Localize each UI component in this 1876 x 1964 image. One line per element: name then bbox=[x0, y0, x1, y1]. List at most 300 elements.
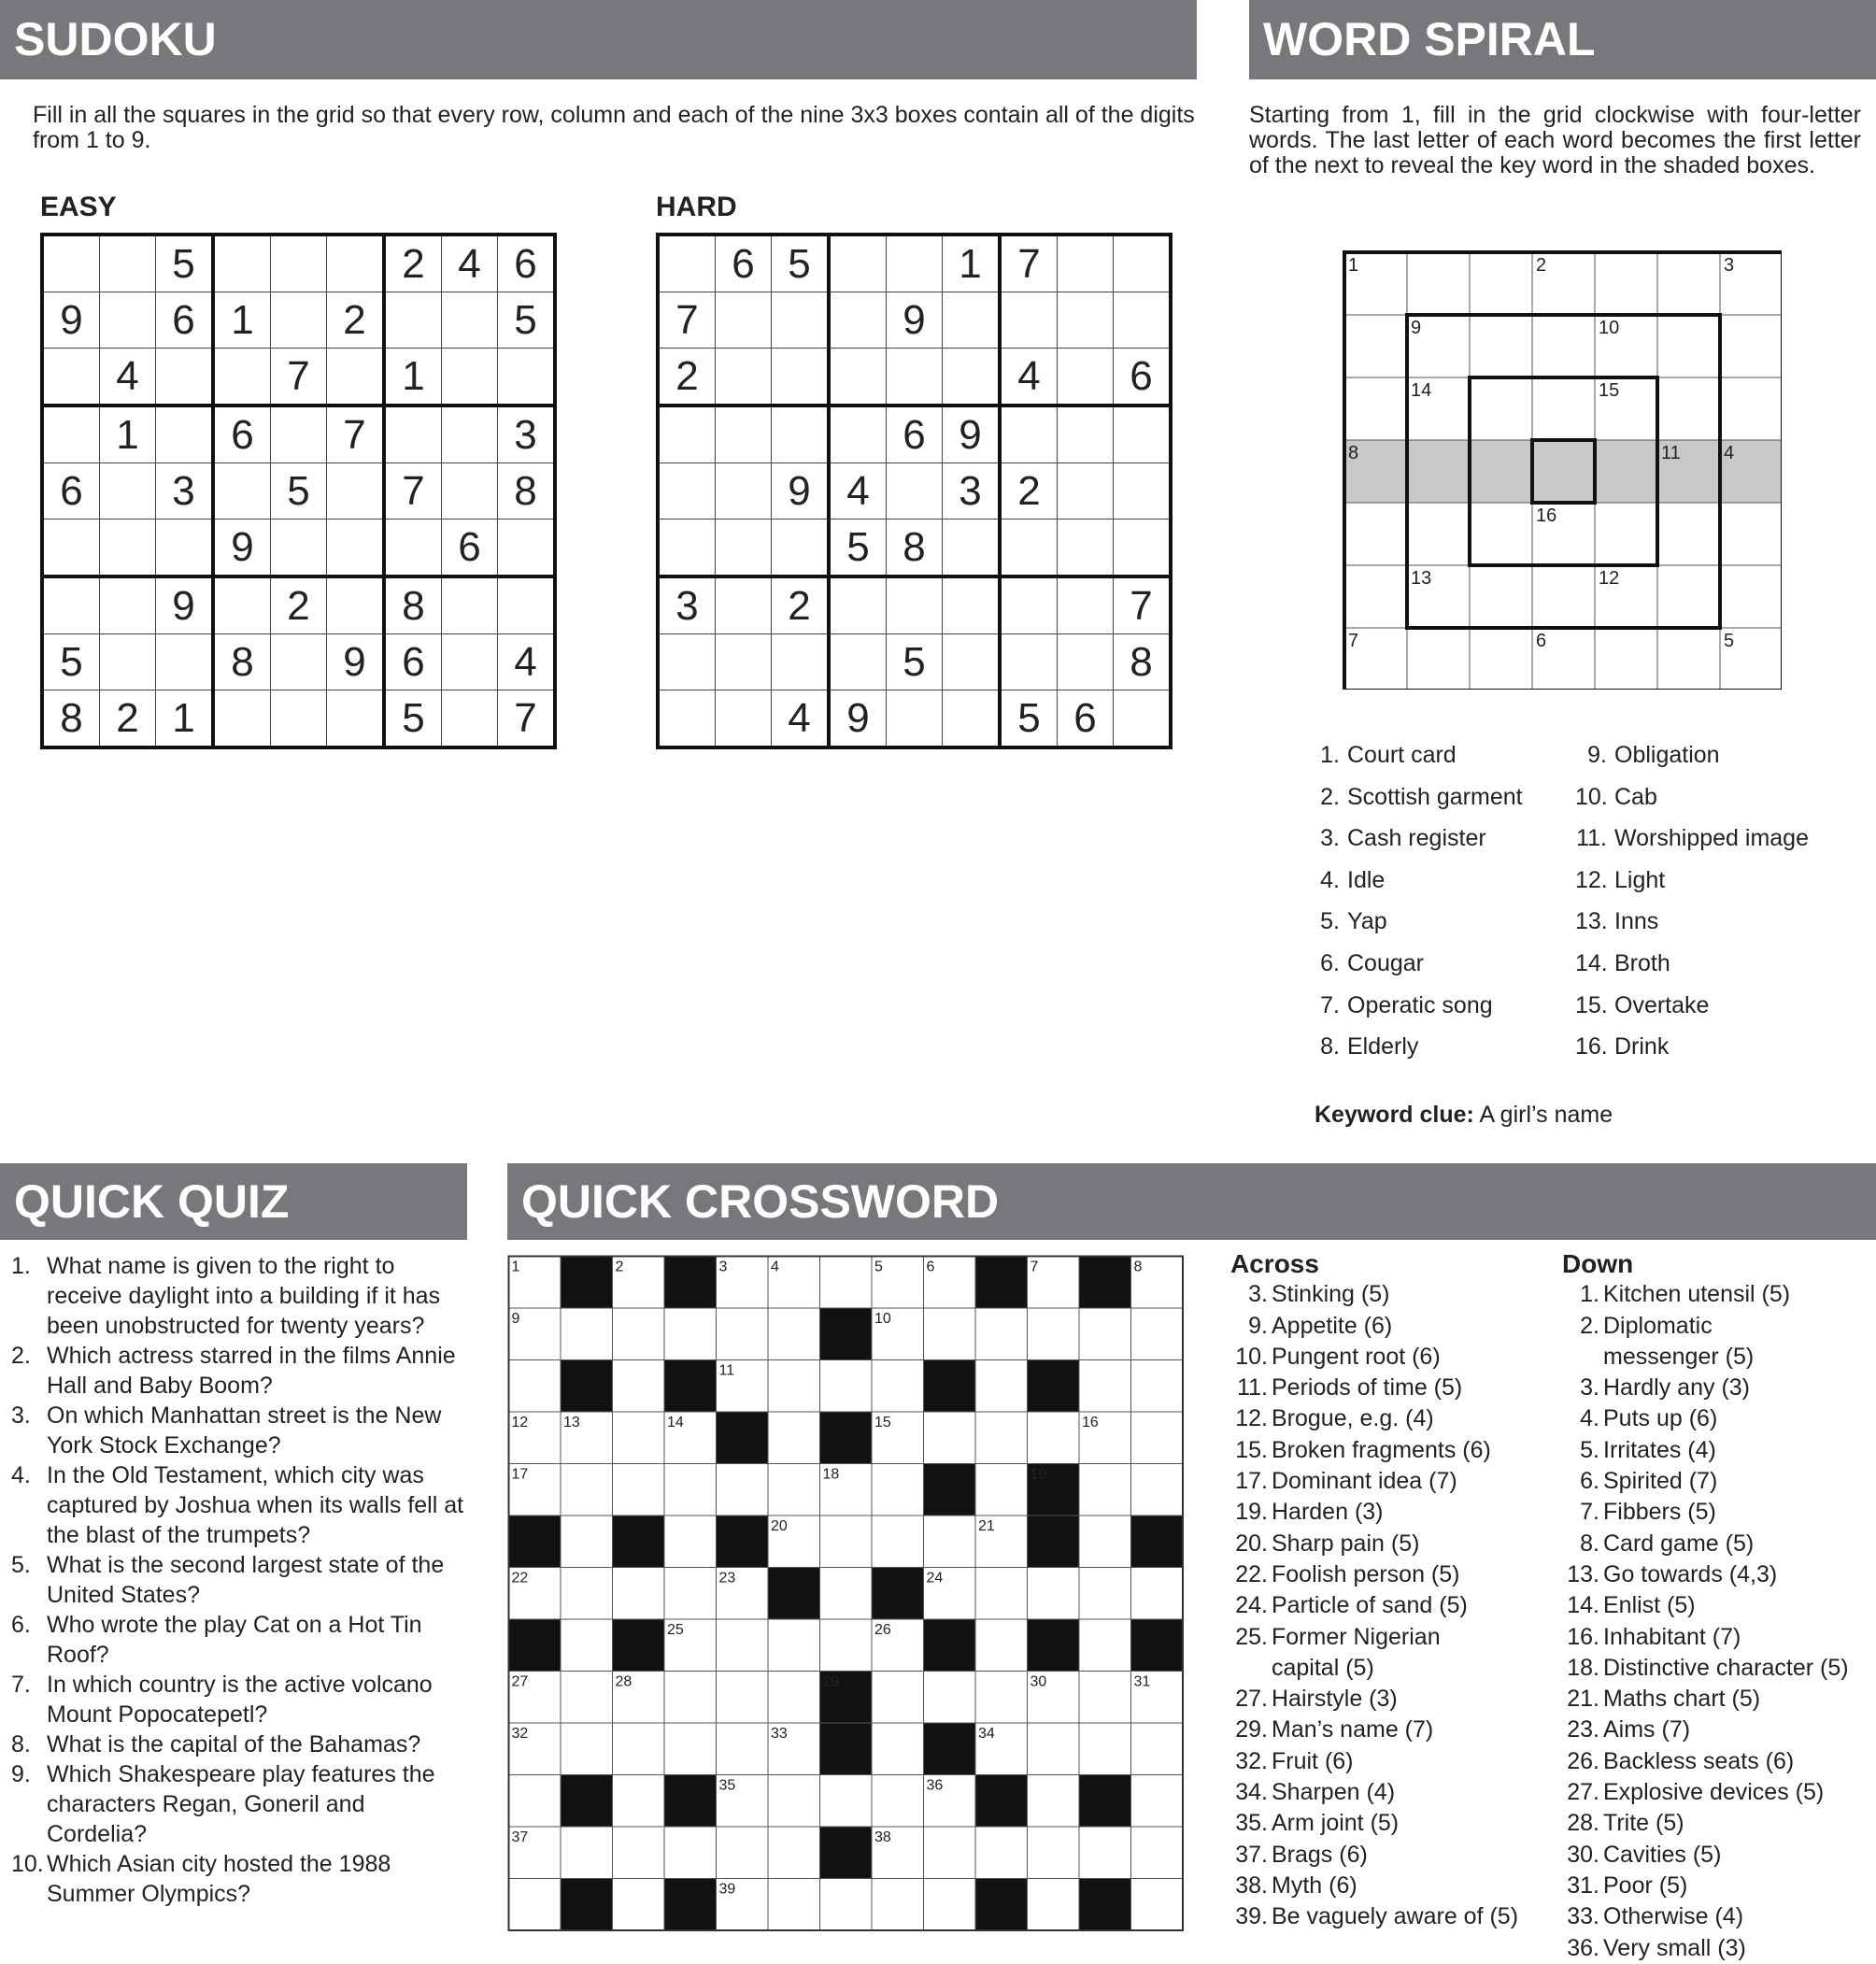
crossword-cell[interactable] bbox=[1079, 1308, 1131, 1360]
crossword-cell[interactable] bbox=[664, 1568, 717, 1620]
sudoku-cell[interactable] bbox=[887, 463, 943, 519]
sudoku-cell[interactable]: 7 bbox=[658, 292, 716, 349]
sudoku-cell[interactable] bbox=[498, 519, 556, 577]
sudoku-cell[interactable] bbox=[1114, 690, 1172, 748]
sudoku-cell[interactable] bbox=[943, 292, 1001, 349]
crossword-cell[interactable] bbox=[820, 1879, 873, 1931]
sudoku-cell[interactable] bbox=[100, 463, 156, 519]
crossword-cell[interactable] bbox=[1131, 1879, 1184, 1931]
crossword-cell[interactable] bbox=[1079, 1619, 1131, 1672]
crossword-cell[interactable] bbox=[768, 1775, 820, 1828]
sudoku-cell[interactable]: 2 bbox=[1000, 463, 1058, 519]
sudoku-cell[interactable] bbox=[327, 349, 385, 406]
sudoku-cell[interactable] bbox=[943, 690, 1001, 748]
crossword-cell[interactable] bbox=[872, 1723, 924, 1775]
crossword-clue-number: 35. bbox=[1235, 1810, 1268, 1837]
crossword-cell[interactable] bbox=[1079, 1516, 1131, 1568]
sudoku-cell[interactable] bbox=[327, 463, 385, 519]
sudoku-cell[interactable]: 6 bbox=[498, 235, 556, 292]
crossword-cell[interactable] bbox=[717, 1619, 769, 1672]
sudoku-cell[interactable] bbox=[943, 519, 1001, 577]
sudoku-cell[interactable]: 5 bbox=[772, 235, 830, 292]
sudoku-cell[interactable] bbox=[1114, 292, 1172, 349]
crossword-cell[interactable] bbox=[613, 1412, 665, 1464]
sudoku-cell[interactable] bbox=[1114, 463, 1172, 519]
crossword-cell[interactable] bbox=[1131, 1723, 1184, 1775]
sudoku-cell[interactable] bbox=[1058, 576, 1114, 634]
crossword-cell[interactable] bbox=[717, 1827, 769, 1879]
sudoku-cell[interactable]: 5 bbox=[829, 519, 887, 577]
sudoku-cell[interactable] bbox=[100, 292, 156, 349]
sudoku-cell[interactable] bbox=[213, 576, 271, 634]
sudoku-cell[interactable] bbox=[156, 519, 214, 577]
across-heading: Across bbox=[1230, 1249, 1319, 1278]
hard-sudoku-grid[interactable] bbox=[656, 233, 1172, 749]
sudoku-cell[interactable]: 7 bbox=[327, 406, 385, 463]
spiral-clue-number: 4. bbox=[1320, 866, 1340, 893]
sudoku-cell[interactable] bbox=[1000, 634, 1058, 690]
sudoku-cell[interactable]: 6 bbox=[1114, 349, 1172, 406]
crossword-cell[interactable] bbox=[509, 1775, 561, 1828]
sudoku-cell[interactable] bbox=[716, 690, 772, 748]
spiral-clue-text: Idle bbox=[1347, 866, 1386, 893]
crossword-cell[interactable] bbox=[820, 1257, 873, 1309]
sudoku-cell[interactable] bbox=[213, 235, 271, 292]
crossword-cell[interactable] bbox=[1131, 1568, 1184, 1620]
crossword-clue bbox=[1230, 1497, 1518, 1528]
sudoku-cell[interactable] bbox=[887, 690, 943, 748]
crossword-cell[interactable] bbox=[613, 1464, 665, 1516]
crossword-cell[interactable] bbox=[975, 1412, 1028, 1464]
crossword-cell[interactable] bbox=[664, 1516, 717, 1568]
crossword-cell-number: 12 bbox=[511, 1415, 529, 1430]
crossword-cell[interactable] bbox=[768, 1360, 820, 1413]
crossword-grid[interactable] bbox=[507, 1255, 1184, 1931]
sudoku-cell[interactable]: 6 bbox=[887, 406, 943, 463]
crossword-cell[interactable] bbox=[872, 1464, 924, 1516]
sudoku-cell[interactable] bbox=[772, 519, 830, 577]
crossword-cell[interactable] bbox=[872, 1516, 924, 1568]
crossword-black-square bbox=[924, 1619, 976, 1672]
sudoku-cell[interactable] bbox=[716, 519, 772, 577]
sudoku-cell[interactable]: 5 bbox=[271, 463, 327, 519]
crossword-cell[interactable] bbox=[1079, 1827, 1131, 1879]
sudoku-cell[interactable] bbox=[100, 519, 156, 577]
sudoku-cell[interactable] bbox=[498, 576, 556, 634]
crossword-cell[interactable] bbox=[1131, 1775, 1184, 1828]
sudoku-cell[interactable]: 9 bbox=[772, 463, 830, 519]
crossword-cell[interactable] bbox=[872, 1879, 924, 1931]
crossword-cell[interactable] bbox=[820, 1568, 873, 1620]
easy-sudoku-grid[interactable] bbox=[40, 233, 557, 749]
sudoku-cell[interactable] bbox=[213, 463, 271, 519]
sudoku-cell[interactable] bbox=[327, 690, 385, 748]
sudoku-cell[interactable]: 1 bbox=[156, 690, 214, 748]
crossword-cell[interactable] bbox=[975, 1360, 1028, 1413]
sudoku-cell[interactable] bbox=[1000, 406, 1058, 463]
sudoku-row bbox=[658, 235, 1171, 292]
sudoku-cell[interactable]: 6 bbox=[442, 519, 498, 577]
sudoku-cell[interactable] bbox=[442, 406, 498, 463]
sudoku-cell[interactable] bbox=[772, 292, 830, 349]
sudoku-cell[interactable]: 8 bbox=[213, 634, 271, 690]
sudoku-cell[interactable] bbox=[271, 406, 327, 463]
crossword-cell[interactable] bbox=[820, 1360, 873, 1413]
sudoku-cell[interactable] bbox=[943, 349, 1001, 406]
sudoku-cell[interactable] bbox=[100, 576, 156, 634]
sudoku-cell[interactable]: 9 bbox=[829, 690, 887, 748]
sudoku-cell[interactable]: 8 bbox=[42, 690, 100, 748]
crossword-cell[interactable] bbox=[975, 1672, 1028, 1724]
sudoku-row bbox=[42, 349, 555, 406]
crossword-cell[interactable] bbox=[561, 1827, 613, 1879]
sudoku-cell[interactable] bbox=[1058, 634, 1114, 690]
sudoku-cell[interactable] bbox=[442, 690, 498, 748]
sudoku-cell[interactable]: 4 bbox=[442, 235, 498, 292]
sudoku-cell[interactable] bbox=[1058, 463, 1114, 519]
sudoku-cell[interactable]: 1 bbox=[384, 349, 442, 406]
sudoku-cell[interactable] bbox=[42, 235, 100, 292]
crossword-cell[interactable] bbox=[820, 1619, 873, 1672]
sudoku-cell[interactable] bbox=[42, 576, 100, 634]
sudoku-cell[interactable] bbox=[384, 292, 442, 349]
sudoku-cell[interactable] bbox=[829, 406, 887, 463]
crossword-cell[interactable] bbox=[768, 1464, 820, 1516]
sudoku-cell[interactable]: 9 bbox=[887, 292, 943, 349]
sudoku-cell[interactable] bbox=[42, 406, 100, 463]
sudoku-cell[interactable]: 6 bbox=[384, 634, 442, 690]
crossword-cell[interactable] bbox=[664, 1308, 717, 1360]
spiral-clue-number: 12. bbox=[1575, 866, 1608, 893]
spiral-clue-number: 15. bbox=[1575, 991, 1608, 1018]
sudoku-cell[interactable] bbox=[271, 292, 327, 349]
sudoku-cell[interactable]: 3 bbox=[156, 463, 214, 519]
sudoku-cell[interactable] bbox=[943, 634, 1001, 690]
crossword-cell[interactable] bbox=[664, 1464, 717, 1516]
sudoku-cell[interactable] bbox=[943, 576, 1001, 634]
sudoku-cell[interactable] bbox=[658, 690, 716, 748]
sudoku-cell[interactable]: 1 bbox=[213, 292, 271, 349]
sudoku-cell[interactable]: 2 bbox=[384, 235, 442, 292]
sudoku-cell[interactable]: 5 bbox=[887, 634, 943, 690]
crossword-cell-number: 17 bbox=[511, 1466, 529, 1483]
crossword-clue-number: 25. bbox=[1235, 1623, 1268, 1650]
crossword-cell-number: 9 bbox=[511, 1311, 520, 1327]
crossword-cell[interactable] bbox=[820, 1775, 873, 1828]
crossword-cell[interactable] bbox=[1079, 1464, 1131, 1516]
sudoku-cell[interactable] bbox=[442, 576, 498, 634]
sudoku-cell[interactable] bbox=[327, 519, 385, 577]
sudoku-cell[interactable] bbox=[156, 634, 214, 690]
sudoku-cell[interactable] bbox=[772, 634, 830, 690]
crossword-cell[interactable] bbox=[924, 1672, 976, 1724]
crossword-cell[interactable] bbox=[717, 1308, 769, 1360]
sudoku-cell[interactable] bbox=[658, 634, 716, 690]
crossword-cell[interactable] bbox=[924, 1308, 976, 1360]
sudoku-cell[interactable]: 5 bbox=[384, 690, 442, 748]
sudoku-cell[interactable]: 4 bbox=[829, 463, 887, 519]
sudoku-cell[interactable] bbox=[42, 349, 100, 406]
word-spiral-grid[interactable] bbox=[1343, 250, 1782, 690]
sudoku-cell[interactable]: 1 bbox=[100, 406, 156, 463]
crossword-cell[interactable] bbox=[1079, 1672, 1131, 1724]
crossword-cell[interactable] bbox=[561, 1308, 613, 1360]
crossword-cell[interactable] bbox=[1131, 1464, 1184, 1516]
crossword-cell[interactable] bbox=[717, 1464, 769, 1516]
sudoku-cell[interactable]: 4 bbox=[100, 349, 156, 406]
crossword-cell[interactable] bbox=[717, 1723, 769, 1775]
sudoku-row bbox=[42, 576, 555, 634]
crossword-clue bbox=[1562, 1590, 1849, 1621]
crossword-cell[interactable] bbox=[561, 1464, 613, 1516]
sudoku-cell[interactable]: 9 bbox=[943, 406, 1001, 463]
crossword-clue-text: Be vaguely aware of (5) bbox=[1272, 1903, 1519, 1930]
crossword-cell[interactable] bbox=[820, 1516, 873, 1568]
sudoku-cell[interactable]: 5 bbox=[42, 634, 100, 690]
sudoku-cell[interactable]: 8 bbox=[498, 463, 556, 519]
sudoku-cell[interactable]: 9 bbox=[156, 576, 214, 634]
crossword-cell[interactable] bbox=[613, 1360, 665, 1413]
crossword-cell[interactable] bbox=[1079, 1360, 1131, 1413]
crossword-black-square bbox=[664, 1879, 717, 1931]
crossword-clue-text: Puts up (6) bbox=[1603, 1405, 1718, 1432]
crossword-cell[interactable] bbox=[872, 1775, 924, 1828]
sudoku-cell[interactable] bbox=[887, 349, 943, 406]
sudoku-cell[interactable] bbox=[42, 519, 100, 577]
sudoku-cell[interactable]: 8 bbox=[887, 519, 943, 577]
sudoku-cell[interactable] bbox=[829, 634, 887, 690]
sudoku-cell[interactable]: 8 bbox=[384, 576, 442, 634]
sudoku-cell[interactable]: 1 bbox=[943, 235, 1001, 292]
sudoku-cell[interactable]: 4 bbox=[1000, 349, 1058, 406]
sudoku-cell[interactable] bbox=[829, 349, 887, 406]
sudoku-cell[interactable] bbox=[1000, 519, 1058, 577]
crossword-cell[interactable] bbox=[613, 1775, 665, 1828]
sudoku-cell[interactable]: 4 bbox=[498, 634, 556, 690]
sudoku-cell[interactable]: 6 bbox=[1058, 690, 1114, 748]
spiral-clue bbox=[1575, 909, 1658, 934]
sudoku-cell[interactable]: 8 bbox=[1114, 634, 1172, 690]
sudoku-cell[interactable] bbox=[1114, 519, 1172, 577]
crossword-cell[interactable] bbox=[1028, 1723, 1080, 1775]
sudoku-cell[interactable]: 9 bbox=[42, 292, 100, 349]
spiral-clue-number: 16. bbox=[1575, 1033, 1608, 1060]
crossword-cell[interactable] bbox=[975, 1568, 1028, 1620]
crossword-cell-number: 6 bbox=[926, 1259, 935, 1275]
sudoku-cell[interactable]: 7 bbox=[1000, 235, 1058, 292]
sudoku-cell[interactable] bbox=[658, 406, 716, 463]
crossword-clue bbox=[1562, 1653, 1849, 1684]
crossword-cell[interactable] bbox=[509, 1360, 561, 1413]
sudoku-cell[interactable] bbox=[1058, 349, 1114, 406]
sudoku-cell[interactable] bbox=[271, 690, 327, 748]
crossword-cell[interactable] bbox=[561, 1516, 613, 1568]
sudoku-cell[interactable] bbox=[772, 406, 830, 463]
crossword-cell[interactable] bbox=[613, 1879, 665, 1931]
sudoku-cell[interactable] bbox=[829, 235, 887, 292]
sudoku-cell[interactable] bbox=[271, 634, 327, 690]
sudoku-cell[interactable] bbox=[498, 349, 556, 406]
crossword-cell-number: 30 bbox=[1030, 1673, 1047, 1690]
sudoku-row bbox=[658, 519, 1171, 577]
sudoku-cell[interactable]: 2 bbox=[327, 292, 385, 349]
crossword-cell[interactable] bbox=[509, 1879, 561, 1931]
crossword-clue bbox=[1562, 1466, 1849, 1497]
crossword-cell[interactable] bbox=[1131, 1360, 1184, 1413]
sudoku-cell[interactable] bbox=[1058, 235, 1114, 292]
crossword-clue-text: Brogue, e.g. (4) bbox=[1272, 1405, 1434, 1432]
crossword-cell[interactable] bbox=[561, 1723, 613, 1775]
sudoku-cell[interactable] bbox=[1114, 406, 1172, 463]
crossword-cell[interactable] bbox=[664, 1827, 717, 1879]
sudoku-cell[interactable]: 2 bbox=[271, 576, 327, 634]
sudoku-cell[interactable] bbox=[1058, 292, 1114, 349]
crossword-cell[interactable] bbox=[924, 1827, 976, 1879]
sudoku-cell[interactable] bbox=[442, 634, 498, 690]
quiz-question-text: In which country is the active volcano Mount Popocatepetl? bbox=[47, 1672, 433, 1728]
crossword-cell[interactable] bbox=[924, 1516, 976, 1568]
sudoku-cell[interactable]: 2 bbox=[772, 576, 830, 634]
sudoku-cell[interactable] bbox=[716, 634, 772, 690]
sudoku-cell[interactable] bbox=[213, 349, 271, 406]
sudoku-cell[interactable] bbox=[156, 406, 214, 463]
sudoku-cell[interactable]: 5 bbox=[498, 292, 556, 349]
sudoku-cell[interactable]: 3 bbox=[658, 576, 716, 634]
sudoku-cell[interactable]: 4 bbox=[772, 690, 830, 748]
sudoku-cell[interactable] bbox=[442, 292, 498, 349]
crossword-cell[interactable] bbox=[872, 1672, 924, 1724]
crossword-cell[interactable] bbox=[768, 1412, 820, 1464]
sudoku-cell[interactable]: 7 bbox=[271, 349, 327, 406]
crossword-cell[interactable] bbox=[975, 1308, 1028, 1360]
sudoku-cell[interactable]: 9 bbox=[213, 519, 271, 577]
sudoku-cell[interactable] bbox=[1114, 235, 1172, 292]
sudoku-cell[interactable] bbox=[213, 690, 271, 748]
sudoku-cell[interactable] bbox=[658, 235, 716, 292]
crossword-cell[interactable] bbox=[1028, 1827, 1080, 1879]
sudoku-cell[interactable]: 9 bbox=[327, 634, 385, 690]
sudoku-cell[interactable]: 6 bbox=[716, 235, 772, 292]
sudoku-cell[interactable] bbox=[384, 406, 442, 463]
sudoku-cell[interactable] bbox=[442, 349, 498, 406]
crossword-clue bbox=[1230, 1808, 1518, 1839]
crossword-cell[interactable] bbox=[613, 1308, 665, 1360]
crossword-cell[interactable] bbox=[768, 1308, 820, 1360]
sudoku-cell[interactable] bbox=[1000, 292, 1058, 349]
crossword-cell[interactable] bbox=[1079, 1723, 1131, 1775]
sudoku-cell[interactable] bbox=[384, 519, 442, 577]
sudoku-cell[interactable]: 7 bbox=[1114, 576, 1172, 634]
crossword-cell[interactable] bbox=[768, 1672, 820, 1724]
crossword-cell[interactable] bbox=[717, 1672, 769, 1724]
sudoku-cell[interactable] bbox=[716, 406, 772, 463]
crossword-cell[interactable] bbox=[768, 1619, 820, 1672]
crossword-clue bbox=[1230, 1373, 1518, 1403]
sudoku-cell[interactable]: 2 bbox=[100, 690, 156, 748]
spiral-clue-number: 5. bbox=[1320, 908, 1340, 935]
sudoku-cell[interactable] bbox=[100, 634, 156, 690]
sudoku-cell[interactable] bbox=[327, 235, 385, 292]
spiral-cell-number: 7 bbox=[1348, 631, 1359, 651]
crossword-cell[interactable] bbox=[1131, 1412, 1184, 1464]
sudoku-cell[interactable] bbox=[100, 235, 156, 292]
crossword-cell[interactable] bbox=[613, 1568, 665, 1620]
sudoku-cell[interactable]: 7 bbox=[384, 463, 442, 519]
crossword-cell[interactable] bbox=[1079, 1568, 1131, 1620]
sudoku-row bbox=[658, 576, 1171, 634]
sudoku-cell[interactable] bbox=[1058, 519, 1114, 577]
sudoku-cell[interactable] bbox=[1000, 576, 1058, 634]
sudoku-cell[interactable] bbox=[716, 576, 772, 634]
crossword-cell[interactable] bbox=[1131, 1308, 1184, 1360]
sudoku-cell[interactable] bbox=[772, 349, 830, 406]
crossword-clue-number: 6. bbox=[1580, 1468, 1599, 1495]
crossword-cell[interactable] bbox=[1131, 1827, 1184, 1879]
crossword-cell[interactable] bbox=[664, 1723, 717, 1775]
crossword-cell[interactable] bbox=[561, 1619, 613, 1672]
sudoku-cell[interactable] bbox=[716, 292, 772, 349]
crossword-cell[interactable] bbox=[1028, 1775, 1080, 1828]
sudoku-cell[interactable]: 6 bbox=[156, 292, 214, 349]
sudoku-cell[interactable]: 6 bbox=[42, 463, 100, 519]
crossword-cell[interactable] bbox=[768, 1827, 820, 1879]
crossword-cell[interactable] bbox=[613, 1723, 665, 1775]
crossword-black-square bbox=[975, 1879, 1028, 1931]
sudoku-cell[interactable] bbox=[271, 519, 327, 577]
crossword-cell[interactable] bbox=[768, 1879, 820, 1931]
crossword-cell[interactable] bbox=[975, 1827, 1028, 1879]
sudoku-cell[interactable]: 5 bbox=[1000, 690, 1058, 748]
sudoku-cell[interactable] bbox=[1058, 406, 1114, 463]
crossword-cell[interactable] bbox=[1028, 1412, 1080, 1464]
sudoku-cell[interactable] bbox=[716, 463, 772, 519]
sudoku-cell[interactable]: 5 bbox=[156, 235, 214, 292]
sudoku-cell[interactable] bbox=[716, 349, 772, 406]
sudoku-cell[interactable] bbox=[156, 349, 214, 406]
sudoku-cell[interactable]: 6 bbox=[213, 406, 271, 463]
crossword-clue-text: Hairstyle (3) bbox=[1272, 1686, 1398, 1713]
sudoku-cell[interactable] bbox=[271, 235, 327, 292]
sudoku-cell[interactable]: 2 bbox=[658, 349, 716, 406]
sudoku-cell[interactable] bbox=[658, 519, 716, 577]
sudoku-cell[interactable] bbox=[829, 576, 887, 634]
crossword-cell[interactable] bbox=[561, 1672, 613, 1724]
crossword-clue-number: 19. bbox=[1235, 1499, 1268, 1526]
sudoku-cell[interactable] bbox=[442, 463, 498, 519]
crossword-cell[interactable] bbox=[613, 1827, 665, 1879]
crossword-cell[interactable] bbox=[924, 1412, 976, 1464]
sudoku-cell[interactable] bbox=[887, 576, 943, 634]
crossword-cell[interactable] bbox=[664, 1672, 717, 1724]
crossword-cell[interactable] bbox=[872, 1360, 924, 1413]
crossword-cell[interactable] bbox=[1028, 1879, 1080, 1931]
sudoku-cell[interactable] bbox=[887, 235, 943, 292]
sudoku-cell[interactable]: 7 bbox=[498, 690, 556, 748]
sudoku-cell[interactable]: 3 bbox=[943, 463, 1001, 519]
crossword-cell[interactable] bbox=[924, 1879, 976, 1931]
crossword-cell[interactable] bbox=[561, 1568, 613, 1620]
crossword-cell[interactable] bbox=[1028, 1568, 1080, 1620]
sudoku-cell[interactable]: 3 bbox=[498, 406, 556, 463]
crossword-cell[interactable] bbox=[975, 1464, 1028, 1516]
crossword-cell[interactable] bbox=[1028, 1308, 1080, 1360]
sudoku-cell[interactable] bbox=[829, 292, 887, 349]
sudoku-row bbox=[658, 349, 1171, 406]
sudoku-cell[interactable] bbox=[327, 576, 385, 634]
crossword-cell[interactable] bbox=[975, 1619, 1028, 1672]
sudoku-cell[interactable] bbox=[658, 463, 716, 519]
hard-label: HARD bbox=[656, 192, 737, 222]
